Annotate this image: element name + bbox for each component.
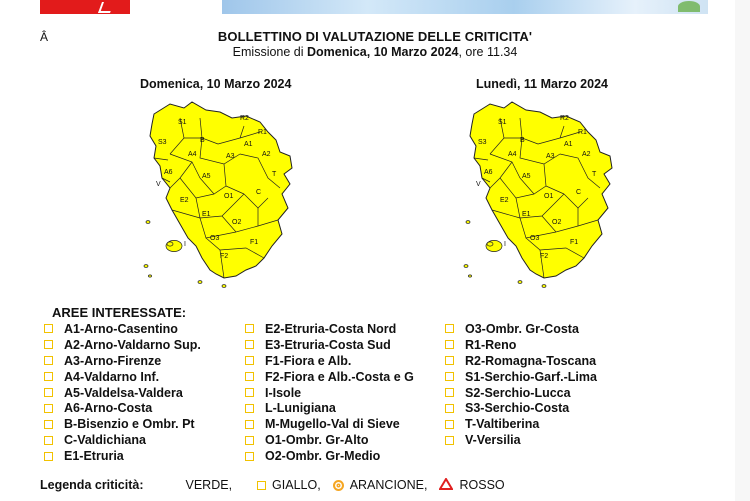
bulletin-title: BOLLETTINO DI VALUTAZIONE DELLE CRITICITA' [217, 29, 533, 44]
area-list-item [445, 353, 597, 369]
area-name: A2-Arno-Valdarno Sup. [64, 337, 201, 352]
yellow-square-icon [44, 356, 53, 365]
area-name: L-Lunigiana [265, 401, 336, 416]
area-list-item [44, 353, 201, 369]
area-name: F1-Fiora e Alb. [265, 353, 352, 368]
area-list-item [44, 385, 201, 401]
yellow-square-icon [445, 340, 454, 349]
page-edge [735, 0, 750, 501]
yellow-square-icon [445, 388, 454, 397]
area-list-item [245, 448, 414, 464]
area-list-item [245, 353, 414, 369]
stray-character: Â [40, 30, 49, 44]
area-name: A4-Valdarno Inf. [64, 369, 160, 384]
map-title-tomorrow: Lunedì, 11 Marzo 2024 [476, 77, 608, 91]
map-tomorrow-zone-label: A2 [582, 151, 591, 158]
map-today-zone-label: C [256, 189, 262, 196]
area-list-item [445, 416, 597, 432]
yellow-square-icon [445, 436, 454, 445]
header-banner-image [222, 0, 708, 14]
area-list-item [44, 337, 201, 353]
yellow-square-icon [44, 388, 53, 397]
logo-mark-icon [98, 2, 114, 13]
legend-rosso-label: ROSSO [459, 478, 505, 492]
areas-column-3 [445, 321, 597, 448]
area-name: O2-Ombr. Gr-Medio [265, 449, 381, 464]
map-tomorrow-zone-label: E2 [500, 197, 509, 204]
yellow-square-icon [245, 388, 254, 397]
area-name: R2-Romagna-Toscana [465, 353, 597, 368]
map-tomorrow-zone-label: I [504, 241, 506, 248]
area-name: A6-Arno-Costa [64, 401, 153, 416]
map-tomorrow-zone-label: V [476, 181, 481, 188]
legend-giallo [251, 478, 321, 492]
legend-title: Legenda criticità: [40, 478, 144, 492]
map-tomorrow-zone-label: F1 [570, 239, 579, 246]
area-name: I-Isole [265, 385, 302, 400]
yellow-square-icon [245, 452, 254, 461]
area-name: E1-Etruria [64, 449, 124, 464]
area-name: S3-Serchio-Costa [465, 401, 570, 416]
yellow-square-icon [445, 356, 454, 365]
area-name: C-Valdichiana [64, 433, 146, 448]
areas-column-1 [44, 321, 201, 464]
map-today-island [148, 275, 151, 277]
legend-rosso [433, 478, 504, 492]
map-today-zone-label: R2 [240, 115, 249, 122]
tuscany-map-tomorrow [460, 98, 635, 290]
map-tomorrow-island [518, 281, 522, 284]
area-list-item [44, 400, 201, 416]
area-name: O1-Ombr. Gr-Alto [265, 433, 369, 448]
header-band [0, 0, 750, 18]
map-tomorrow-zone-label: A5 [522, 173, 531, 180]
area-name: A1-Arno-Casentino [64, 321, 178, 336]
map-today-zone-label: F2 [220, 253, 229, 260]
map-today-zone-label: E2 [180, 197, 189, 204]
yellow-square-icon [44, 372, 53, 381]
map-tomorrow-island [466, 221, 470, 224]
map-tomorrow-zone-label: A3 [546, 153, 555, 160]
areas-title: AREE INTERESSATE: [52, 305, 187, 320]
area-list-item [44, 321, 201, 337]
yellow-square-icon [245, 324, 254, 333]
yellow-square-icon [245, 356, 254, 365]
map-today-island [222, 285, 226, 288]
yellow-square-icon [257, 481, 266, 490]
map-today-zone-label: A5 [202, 173, 211, 180]
area-list-item [245, 400, 414, 416]
area-name: S2-Serchio-Lucca [465, 385, 571, 400]
map-today-zone-label: A2 [262, 151, 271, 158]
map-tomorrow-island [464, 265, 468, 268]
map-today-zone-label: V [156, 181, 161, 188]
yellow-square-icon [445, 372, 454, 381]
map-today-zone-label: E1 [202, 211, 211, 218]
map-today-zone-label: I [184, 241, 186, 248]
map-tomorrow-zone-label: O2 [552, 219, 562, 226]
yellow-square-icon [44, 436, 53, 445]
area-list-item [245, 432, 414, 448]
area-list-item [245, 416, 414, 432]
yellow-square-icon [245, 340, 254, 349]
map-tomorrow-zone-label: T [592, 171, 597, 178]
bulletin-subtitle [0, 45, 750, 59]
map-title-today: Domenica, 10 Marzo 2024 [140, 77, 292, 91]
yellow-square-icon [445, 324, 454, 333]
areas-column-2 [245, 321, 414, 464]
map-tomorrow-zone-label: R1 [578, 129, 587, 136]
map-tomorrow-zone-label: F2 [540, 253, 549, 260]
subtitle-time: , ore 11.34 [458, 45, 518, 59]
yellow-square-icon [445, 404, 454, 413]
area-list-item [245, 337, 414, 353]
legend-verde-label: VERDE, [185, 478, 233, 492]
legend-verde [186, 478, 246, 492]
map-today-zone-label: O2 [232, 219, 242, 226]
legend [40, 478, 511, 492]
area-name: E3-Etruria-Costa Sud [265, 337, 391, 352]
area-list-item [44, 432, 201, 448]
map-today-zone-label: S3 [158, 139, 167, 146]
map-tomorrow-zone-label: C [576, 189, 582, 196]
area-name: O3-Ombr. Gr-Costa [465, 321, 579, 336]
area-list-item [445, 337, 597, 353]
yellow-square-icon [245, 404, 254, 413]
area-name: S1-Serchio-Garf.-Lima [465, 369, 597, 384]
legend-arancione [327, 478, 428, 492]
yellow-square-icon [245, 436, 254, 445]
map-today-zone-label: B [200, 137, 205, 144]
area-list-item [445, 369, 597, 385]
map-today-zone-label: R1 [258, 129, 267, 136]
area-list-item [44, 416, 201, 432]
legend-giallo-label: GIALLO, [272, 478, 321, 492]
map-today-zone-label: S1 [178, 119, 187, 126]
yellow-square-icon [44, 324, 53, 333]
area-list-item [445, 432, 597, 448]
map-tomorrow-island [542, 285, 546, 288]
map-today-zone-label: T [272, 171, 277, 178]
area-list-item [445, 385, 597, 401]
region-logo [40, 0, 130, 14]
map-tomorrow-island [468, 275, 471, 277]
yellow-square-icon [245, 420, 254, 429]
map-today-island [146, 221, 150, 224]
area-list-item [445, 400, 597, 416]
yellow-square-icon [44, 340, 53, 349]
area-list-item [245, 385, 414, 401]
area-name: A5-Valdelsa-Valdera [64, 385, 183, 400]
map-today-zone-label: A1 [244, 141, 253, 148]
legend-arancione-label: ARANCIONE, [349, 478, 428, 492]
yellow-square-icon [44, 420, 53, 429]
map-today-island [167, 242, 173, 246]
tuscany-map-today [140, 98, 315, 290]
area-name: V-Versilia [465, 433, 521, 448]
area-list-item [445, 321, 597, 337]
area-name: E2-Etruria-Costa Nord [265, 321, 397, 336]
map-today-zone-label: A4 [188, 151, 197, 158]
map-tomorrow-zone-label: A4 [508, 151, 517, 158]
map-tomorrow-zone-label: R2 [560, 115, 569, 122]
area-name: B-Bisenzio e Ombr. Pt [64, 417, 195, 432]
map-tomorrow-island [487, 242, 493, 246]
map-today-zone-label: A3 [226, 153, 235, 160]
banner-logo-icon [678, 1, 700, 12]
yellow-square-icon [44, 452, 53, 461]
red-triangle-icon [439, 478, 453, 490]
area-name: M-Mugello-Val di Sieve [265, 417, 400, 432]
map-today-island [198, 281, 202, 284]
area-name: R1-Reno [465, 337, 517, 352]
area-list-item [44, 448, 201, 464]
map-today-zone-label: A6 [164, 169, 173, 176]
area-name: F2-Fiora e Alb.-Costa e G [265, 369, 414, 384]
map-tomorrow-zone-label: S3 [478, 139, 487, 146]
map-today-island [144, 265, 148, 268]
map-tomorrow-zone-label: S1 [498, 119, 507, 126]
map-tomorrow-zone-label: A1 [564, 141, 573, 148]
subtitle-date: Domenica, 10 Marzo 2024 [307, 45, 459, 59]
green-square-icon [236, 481, 245, 490]
area-list-item [245, 321, 414, 337]
map-today-zone-label: F1 [250, 239, 259, 246]
area-name: A3-Arno-Firenze [64, 353, 162, 368]
orange-circle-icon [333, 480, 344, 491]
area-list-item [44, 369, 201, 385]
subtitle-prefix: Emissione di [232, 45, 308, 59]
map-tomorrow-zone-label: A6 [484, 169, 493, 176]
map-tomorrow-zone-label: O3 [530, 235, 540, 242]
yellow-square-icon [245, 372, 254, 381]
yellow-square-icon [44, 404, 53, 413]
yellow-square-icon [445, 420, 454, 429]
map-tomorrow-zone-label: E1 [522, 211, 531, 218]
map-tomorrow-zone-label: B [520, 137, 525, 144]
map-today-zone-label: O3 [210, 235, 220, 242]
area-list-item [245, 369, 414, 385]
map-today-zone-label: O1 [224, 193, 234, 200]
map-tomorrow-zone-label: O1 [544, 193, 554, 200]
area-name: T-Valtiberina [465, 417, 540, 432]
